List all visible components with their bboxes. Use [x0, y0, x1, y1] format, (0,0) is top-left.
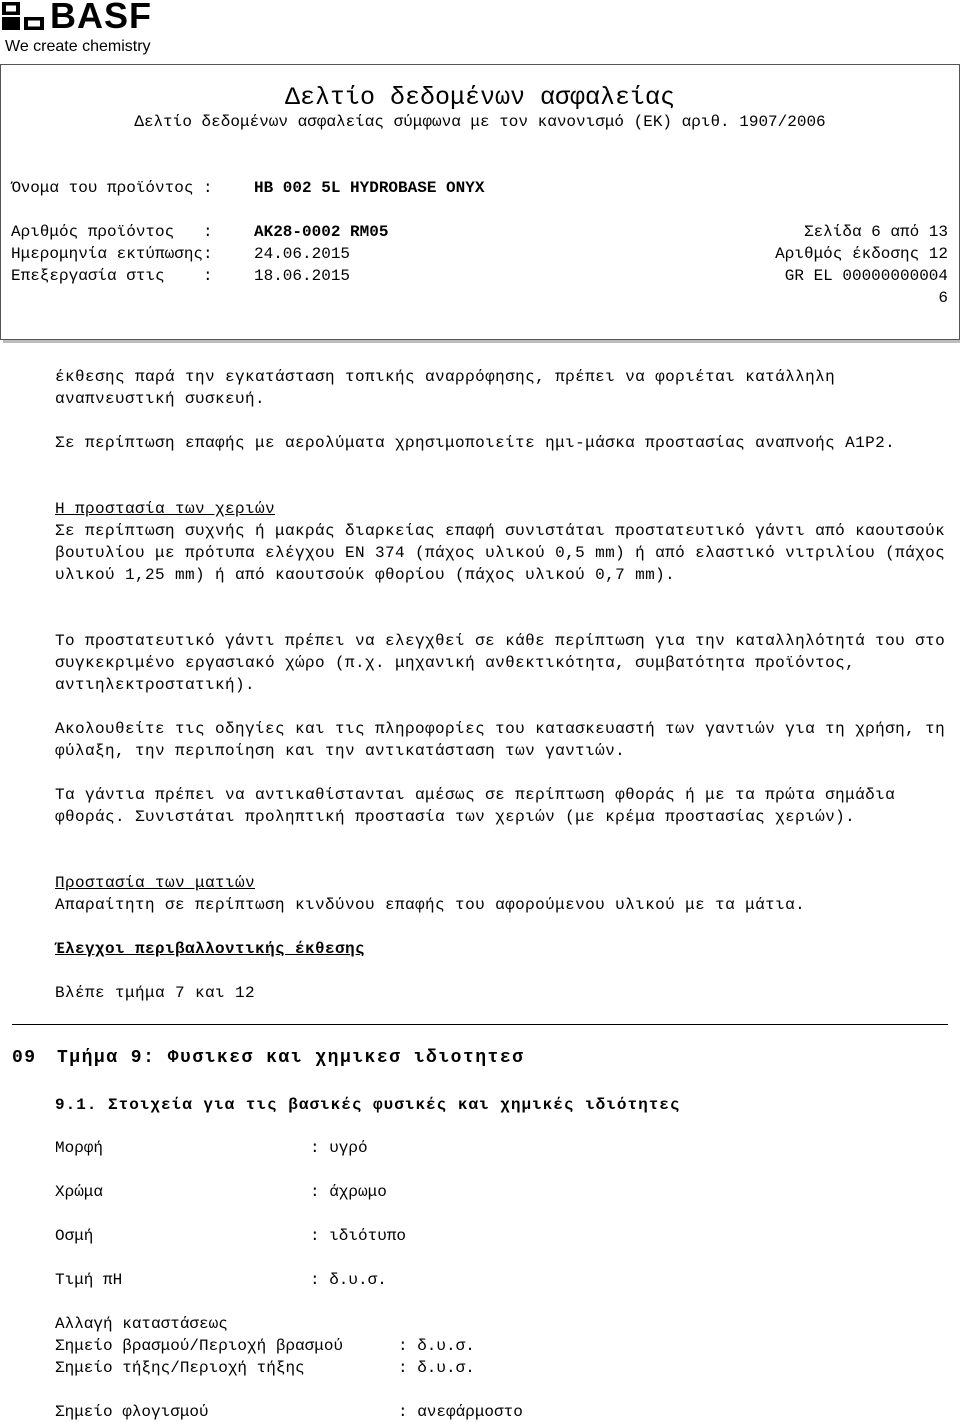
brand-tagline: We create chemistry — [5, 38, 151, 55]
environmental-exposure-paragraph: Βλέπε τμήμα 7 και 12 — [55, 984, 256, 1002]
hand-protection-paragraph-4: Τα γάντια πρέπει να αντικαθίστανται αμέσως σε περίπτωση φθοράς ή με τα πρώτα σημάδια φθοράς. Συνιστάται προληπτική προστασία των χεριών (με κρέμα προστασίας χεριών). — [55, 786, 896, 826]
product-name-value: HB 002 5L HYDROBASE ONYX — [254, 179, 485, 197]
product-name-label: Όνομα του προϊόντος : — [11, 179, 213, 197]
hand-protection-paragraph-1: Σε περίπτωση συχνής ή μακράς διαρκείας επαφή συνιστάται προστατευτικό γάντι από καουτσούκ βουτυλίου με πρότυπα ελέγχου EN 374 (πάχος υλικού 0,5 mm) ή από ελαστικό νιτριλίου (πάχος υλικού 1,25 mm) ή από καουτσούκ φθορίου (πάχος υλικού 0,7 mm). — [55, 522, 946, 584]
document-code: GR EL 00000000004 — [784, 267, 948, 285]
section-number: 09 — [12, 1048, 37, 1068]
hand-protection-heading: Η προστασία των χεριών — [55, 500, 276, 518]
property-label-color: Χρώμα — [55, 1183, 104, 1201]
property-value-boiling-point: : δ.υ.σ. — [398, 1337, 475, 1355]
property-label-boiling-point: Σημείο βρασμού/Περιοχή βρασμού — [55, 1337, 344, 1355]
section-divider — [12, 1024, 948, 1025]
document-code-continued: 6 — [938, 289, 948, 307]
state-change-heading: Αλλαγή καταστάσεως — [55, 1315, 228, 1333]
property-label-odor: Οσμή — [55, 1227, 94, 1245]
hand-protection-paragraph-2: Το προστατευτικό γάντι πρέπει να ελεγχθεί σε κάθε περίπτωση για την καταλληλότητά του στο συγκεκριμένο εργασιακό χώρο (π.χ. μηχανική ανθεκτικότητα, συμβατότητα προϊόντος, αντιηλεκτροστατική). — [55, 632, 946, 694]
environmental-exposure-heading: Έλεγχοι περιβαλλοντικής έκθεσης — [55, 940, 366, 958]
section-title: Τμήμα 9: Φυσικεσ και χημικεσ ιδιοτητεσ — [57, 1048, 525, 1068]
brand-name: BASF — [50, 0, 152, 36]
property-label-melting-point: Σημείο τήξης/Περιοχή τήξης — [55, 1359, 305, 1377]
document-subtitle: Δελτίο δεδομένων ασφαλείας σύμφωνα με τον κανονισμό (ΕΚ) αριθ. 1907/2006 — [134, 113, 826, 131]
eye-protection-paragraph: Απαραίτητη σε περίπτωση κινδύνου επαφής του αφορούμενου υλικού με τα μάτια. — [55, 896, 806, 914]
product-number-label: Αριθμός προϊόντος : — [11, 223, 213, 241]
revision-date-value: 18.06.2015 — [254, 267, 351, 285]
print-date-value: 24.06.2015 — [254, 245, 351, 263]
product-number-value: AK28-0002 RM05 — [254, 223, 389, 241]
property-label-form: Μορφή — [55, 1139, 104, 1157]
revision-date-label: Επεξεργασία στις : — [11, 267, 213, 285]
property-value-odor: : ιδιότυπο — [310, 1227, 407, 1245]
respiratory-paragraph-1: έκθεσης παρά την εγκατάσταση τοπικής αναρρόφησης, πρέπει να φοριέται κατάλληλη αναπνευστική συσκευή. — [55, 368, 836, 408]
document-title: Δελτίο δεδομένων ασφαλείας — [284, 83, 676, 112]
hand-protection-paragraph-3: Ακολουθείτε τις οδηγίες και τις πληροφορίες του κατασκευαστή των γαντιών για τη χρήση, τη φύλαξη, την περιποίηση και την αντικατάσταση των γαντιών. — [55, 720, 946, 760]
eye-protection-heading: Προστασία των ματιών — [55, 874, 256, 892]
respiratory-paragraph-2: Σε περίπτωση επαφής με αερολύματα χρησιμοποιείτε ημι-μάσκα προστασίας αναπνοής A1P2. — [55, 434, 896, 452]
property-label-flash-point: Σημείο φλογισμού — [55, 1403, 209, 1421]
basf-logo-mark-icon — [2, 2, 44, 30]
issue-number: Αριθμός έκδοσης 12 — [775, 245, 948, 263]
print-date-label: Ημερομηνία εκτύπωσης: — [11, 245, 213, 263]
property-value-melting-point: : δ.υ.σ. — [398, 1359, 475, 1377]
property-value-color: : άχρωμο — [310, 1183, 387, 1201]
property-value-form: : υγρό — [310, 1139, 368, 1157]
subsection-title: 9.1. Στοιχεία για τις βασικές φυσικές και χημικές ιδιότητες — [55, 1096, 681, 1114]
property-value-ph: : δ.υ.σ. — [310, 1271, 387, 1289]
page-indicator: Σελίδα 6 από 13 — [803, 223, 948, 241]
property-label-ph: Τιμή πΗ — [55, 1271, 123, 1289]
property-value-flash-point: : ανεφάρμοστο — [398, 1403, 523, 1421]
